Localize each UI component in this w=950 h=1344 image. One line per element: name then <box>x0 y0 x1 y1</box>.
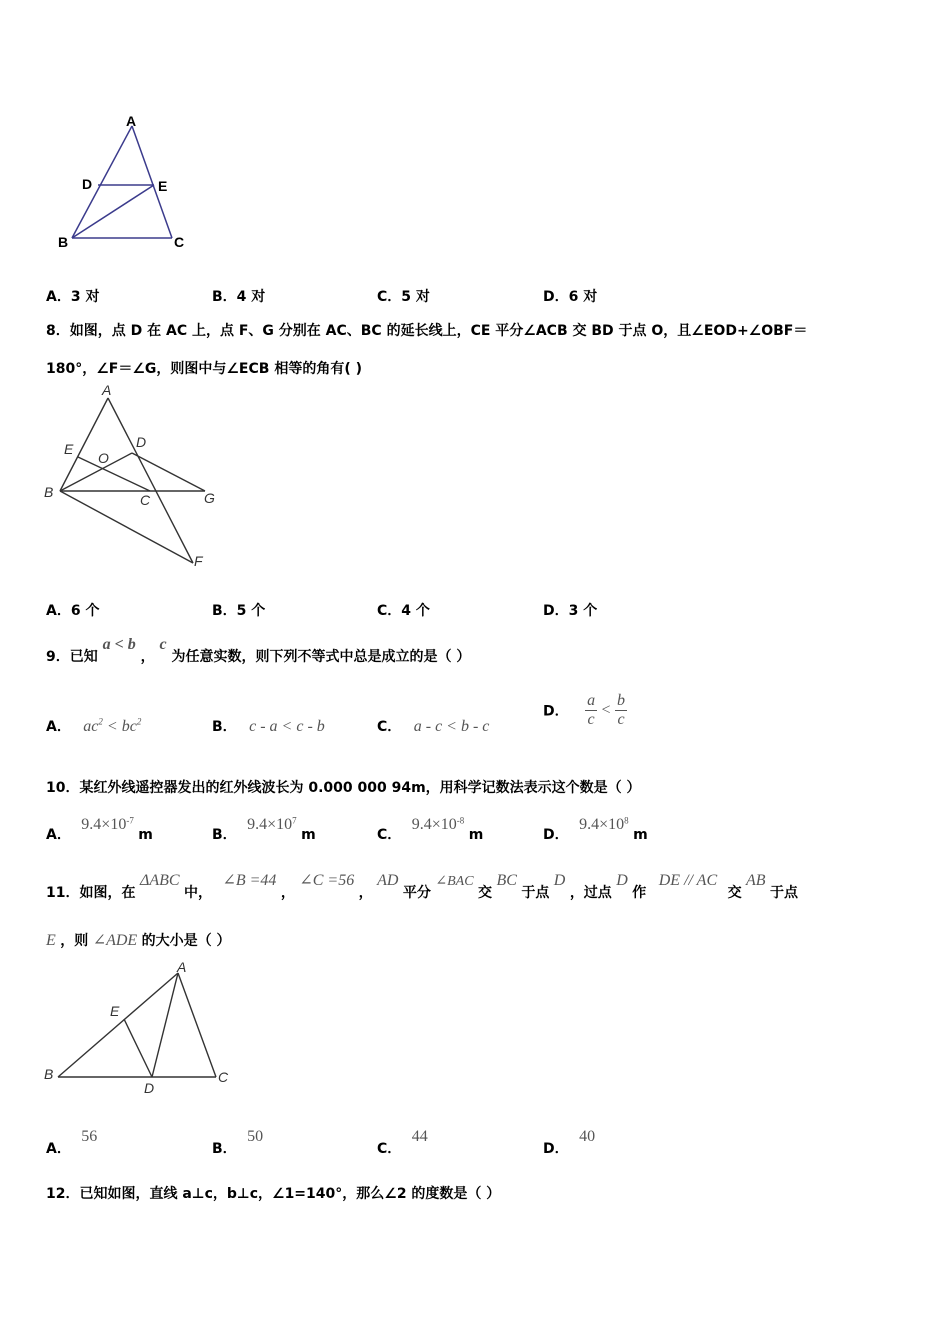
q10-option-c[interactable]: C． $9.4\times 10^{-8}$ m <box>377 815 484 843</box>
figure-q7-triangle <box>50 108 200 253</box>
fig7-label-d: D <box>82 176 93 192</box>
q9-option-d[interactable]: D． $\frac{a}{c}$ < $\frac{b}{c}$ <box>543 692 626 728</box>
figure-q11-triangle <box>40 955 240 1095</box>
q8-option-c[interactable]: C．4 个 <box>377 603 430 619</box>
q11-option-c[interactable]: C． 44 <box>377 1128 428 1157</box>
fig11-label-c: C <box>218 1069 229 1085</box>
fig8-label-b: B <box>44 484 54 500</box>
q11-stem-line2: E ，则 ∠ADE 的大小是（ ） <box>46 932 231 949</box>
fig8-label-f: F <box>194 553 203 569</box>
q11-option-a[interactable]: A． 56 <box>46 1128 98 1157</box>
fig8-label-e: E <box>64 441 74 457</box>
fig8-label-c: C <box>140 492 151 508</box>
q8-option-d[interactable]: D．3 个 <box>543 603 598 619</box>
fig7-label-e: E <box>158 178 168 194</box>
fig11-label-d: D <box>144 1080 155 1095</box>
q10-stem: 10．某红外线遥控器发出的红外线波长为 0.000 000 94m，用科学记数法表示这个数是（ ） <box>46 780 641 796</box>
fig8-label-o: O <box>98 450 109 466</box>
fig7-label-b: B <box>58 234 69 250</box>
q9-option-c[interactable]: C． a - c < b - c <box>377 718 490 735</box>
q7-option-c[interactable]: C．5 对 <box>377 289 430 305</box>
q9-option-b[interactable]: B． c - a < c - b <box>212 718 325 735</box>
q11-option-d[interactable]: D． 40 <box>543 1128 596 1157</box>
fig11-label-b: B <box>44 1066 54 1082</box>
q11-stem-line1: 11．如图，在 ΔABC 中， ∠B =44 ， ∠C =56 ， AD 平分 ∠BAC 交 BC 于点 D ，过点 D 作 DE // AC 交 AB 于点 <box>46 872 799 901</box>
q8-stem-line1: 8．如图，点 D 在 AC 上，点 F、G 分别在 AC、BC 的延长线上，CE 平分∠ACB 交 BD 于点 O，且∠EOD+∠OBF＝ <box>46 323 808 339</box>
q8-option-b[interactable]: B．5 个 <box>212 603 266 619</box>
fig7-label-a: A <box>126 113 137 129</box>
q7-option-a[interactable]: A．3 对 <box>46 289 100 305</box>
q11-option-b[interactable]: B． 50 <box>212 1128 264 1157</box>
q12-stem: 12．已知如图，直线 a⊥c，b⊥c，∠1=140°，那么∠2 的度数是（ ） <box>46 1186 501 1202</box>
fig8-label-d: D <box>136 434 147 450</box>
q10-option-a[interactable]: A． $9.4\times 10^{-7}$ m <box>46 815 153 843</box>
q9-stem: 9．已知 a < b ， c 为任意实数，则下列不等式中总是成立的是（ ） <box>46 636 471 665</box>
q10-option-d[interactable]: D． $9.4\times 10^8$ m <box>543 815 648 843</box>
figure-q8-triangle <box>40 383 230 573</box>
q8-stem-line2: 180°，∠F＝∠G，则图中与∠ECB 相等的角有( ) <box>46 361 362 377</box>
fig11-label-e: E <box>110 1003 120 1019</box>
q9-math-c: c <box>159 636 167 653</box>
q7-option-d[interactable]: D．6 对 <box>543 289 598 305</box>
q10-option-b[interactable]: B． $9.4\times 10^7$ m <box>212 815 316 843</box>
fig8-label-g: G <box>204 490 215 506</box>
q9-math-a-lt-b: a < b <box>102 636 136 653</box>
fig8-label-a: A <box>102 383 112 398</box>
q9-option-a[interactable]: A． $ac^2 < bc^2$ <box>46 716 142 735</box>
fig11-label-a: A <box>177 959 187 975</box>
q7-option-b[interactable]: B．4 对 <box>212 289 266 305</box>
q8-option-a[interactable]: A．6 个 <box>46 603 100 619</box>
fig7-label-c: C <box>174 234 185 250</box>
